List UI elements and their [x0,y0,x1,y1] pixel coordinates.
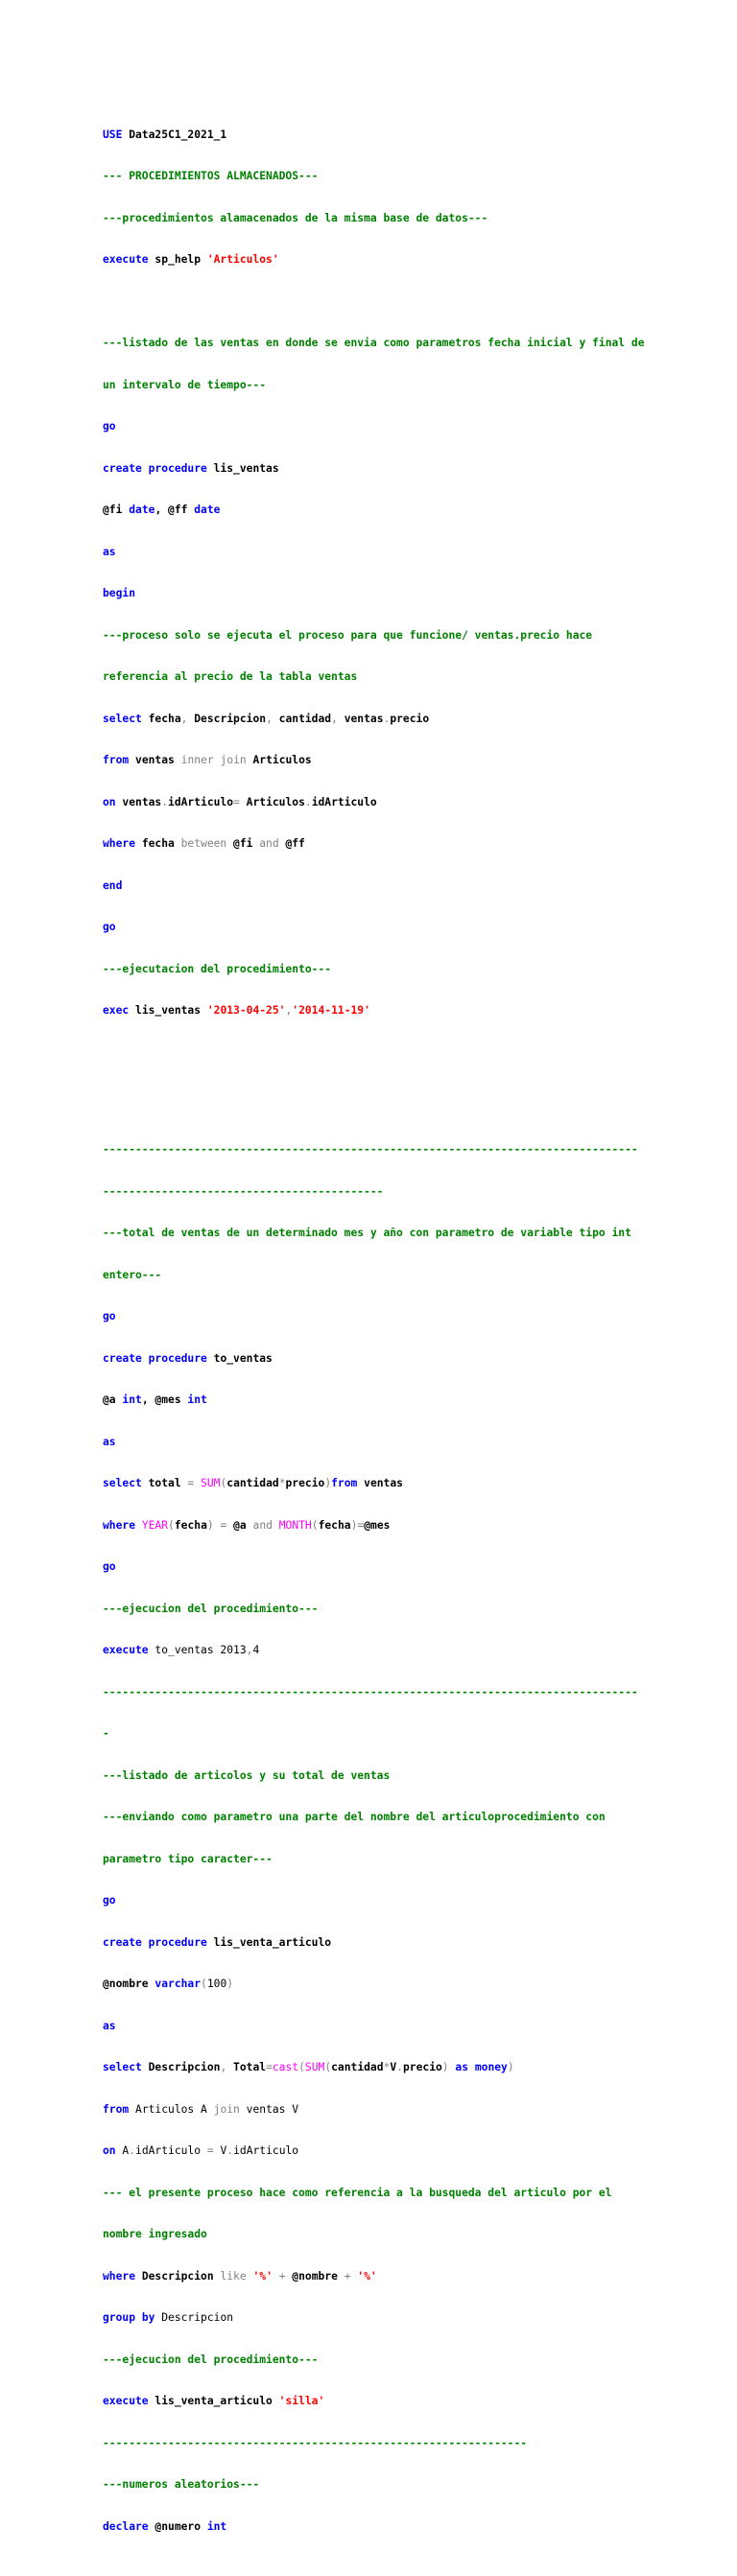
keyword-line: as [103,545,116,558]
code-line [103,2103,640,2118]
keyword: create [103,461,142,475]
code-text: sp_help [148,253,207,266]
keyword: create [103,1935,142,1949]
keyword: procedure [148,461,207,475]
keyword: from [331,1477,358,1489]
sql-code-block [103,86,645,2576]
code-text: Descripcion [141,2061,221,2073]
operator: = [187,1477,195,1489]
code-line [103,2270,640,2284]
keyword-line: begin [103,587,136,599]
code-line [103,129,640,143]
operator: ) [324,1477,332,1489]
separator-line: ---------------------------------------------------------------------------------- [103,1143,638,1156]
comment-line: ---total de ventas de un determinado mes y año con parametro de variable tipo int [103,1227,631,1239]
code-text: idArticulo [135,2144,207,2157]
separator-line: ---------------------------------------------------------------------------------- [103,1685,638,1698]
code-text: precio [390,712,430,725]
keyword: create [103,1351,142,1365]
code-line [103,796,640,810]
operator: = [220,1518,227,1532]
code-text: @numero [148,2519,207,2533]
keyword: from [103,754,130,766]
operator: = [233,795,240,808]
keyword-line: go [103,1560,116,1573]
blank-line [103,295,640,310]
code-text: Articulos [246,754,312,766]
operator: ( [220,1477,227,1489]
code-text: @fi [103,503,130,516]
operator: . [129,2144,136,2157]
operator: join [213,2102,240,2116]
operator: ( [311,1518,319,1532]
operator: ) [441,2061,449,2073]
code-line [103,2061,640,2075]
keyword-line: go [103,921,116,933]
keyword-line: as [103,2019,116,2032]
code-line [103,837,640,852]
keyword: select [103,712,142,725]
keyword: select [103,1477,142,1489]
code-line [103,253,640,268]
operator: . [383,712,391,725]
space [273,1519,279,1532]
code-text: fecha [318,1518,351,1532]
code-text: A [115,2144,130,2157]
keyword: int [122,1393,142,1406]
code-text: @nombre [103,1978,155,1990]
space [468,2061,475,2073]
operator: ( [201,1978,207,1990]
operator: ) [206,1518,214,1532]
operator: * [278,1477,286,1489]
code-line [103,1936,640,1951]
keyword: execute [103,2395,149,2407]
code-line [103,1978,640,1992]
comment-line: ---enviando como parametro una parte del nombre del articuloprocedimiento con [103,1811,606,1823]
code-text: @ff [278,837,305,850]
keyword: varchar [155,1978,202,1990]
operator: . [161,795,169,808]
code-text: lis_venta_articulo [148,2395,279,2407]
space [142,1352,149,1365]
code-text: idArticulo [311,795,377,808]
operator: between [180,837,227,850]
code-text: ventas [129,754,181,766]
keyword: execute [103,253,149,266]
blank-line [103,1046,640,1074]
code-text: precio [285,1477,325,1489]
code-text: cantidad [272,712,332,725]
comment-line: nombre ingresado [103,2228,207,2240]
keyword: on [103,795,116,808]
keyword: execute [103,1644,149,1656]
operator: = [266,2061,273,2073]
keyword: where [103,837,136,850]
string-literal: '%' [252,2269,273,2283]
operator: like [220,2269,247,2283]
code-text: idArticulo [233,2144,299,2157]
operator: and [252,1518,273,1532]
keyword-line: go [103,420,116,433]
keyword: from [103,2102,130,2116]
code-line [103,2520,640,2535]
code-text: to_ventas 2013 [148,1644,247,1656]
keyword: group [103,2311,136,2324]
keyword: on [103,2144,116,2157]
code-text: , @mes [141,1393,188,1406]
code-text: fecha [141,712,181,725]
code-text: total [141,1477,188,1489]
comment-line: un intervalo de tiempo--- [103,378,267,391]
code-text: ventas V [239,2102,299,2116]
separator-line: - [103,1727,109,1740]
comment-line: ---listado de articolos y su total de ventas [103,1768,391,1782]
operator: , [220,2061,227,2073]
string-literal: '2014-11-19' [292,1004,370,1017]
code-text: @nombre [285,2269,345,2283]
space [214,1519,221,1532]
code-text: lis_venta_articulo [206,1935,332,1949]
code-text: V [213,2144,227,2157]
function-name: SUM [201,1477,221,1489]
comment-line: ---ejecutacion del procedimiento--- [103,962,332,975]
code-line [103,1644,640,1658]
keyword: exec [103,1004,130,1017]
code-text: , @ff [155,503,195,516]
comment-line: ---numeros aleatorios--- [103,2478,260,2491]
comment-line: ---proceso solo se ejecuta el proceso para que funcione/ ventas.precio hace [103,628,593,642]
function-name: SUM [304,2061,325,2073]
space [142,462,149,475]
string-literal: 'Articulos' [206,253,279,266]
operator: . [226,2144,234,2157]
comment-line: ---ejecucion del procedimiento--- [103,2353,319,2366]
code-line [103,2311,640,2326]
comment-line: --- el presente proceso hace como referencia a la busqueda del articulo por el [103,2186,612,2199]
keyword: procedure [148,1935,207,1949]
code-text: Descripcion [187,712,267,725]
code-text: Data25C1_2021_1 [122,128,227,141]
code-line [103,713,640,727]
keyword: date [194,503,221,516]
code-text: ventas [357,1477,403,1489]
operator: , [285,1004,293,1017]
code-line [103,1477,640,1491]
comment-line: referencia al precio de la tabla ventas [103,670,358,683]
code-text: Total [226,2061,267,2073]
operator: . [304,795,312,808]
operator: ( [298,2061,305,2073]
operator: + [278,2269,286,2283]
code-text: cantidad [226,1477,279,1489]
code-text: lis_ventas [206,461,279,475]
string-literal: 'silla' [278,2395,325,2407]
keyword-line: as [103,1435,116,1448]
separator-line: ----------------------------------------------------------------- [103,2436,528,2449]
function-name: cast [272,2061,299,2073]
comment-line: parametro tipo caracter--- [103,1852,273,1865]
keyword: where [103,1518,136,1532]
code-text: @fi [226,837,260,850]
operator: , [331,712,338,725]
comment-line: entero--- [103,1268,162,1281]
code-line [103,1004,640,1019]
code-line [103,462,640,477]
string-literal: '%' [357,2269,377,2283]
string-literal: '2013-04-25' [206,1004,286,1017]
code-text: 4 [252,1644,260,1656]
keyword: declare [103,2519,149,2533]
comment-line: ---listado de las ventas en donde se envia como parametros fecha inicial y final de [103,337,645,349]
code-text: Articulos [239,795,305,808]
code-text: V [390,2061,397,2073]
operator: + [344,2269,351,2283]
keyword-line: end [103,878,123,892]
operator: . [396,2061,403,2073]
code-text: cantidad [331,2061,384,2073]
code-text: @mes [364,1518,391,1532]
operator: ) [350,1518,358,1532]
operator: and [259,837,279,850]
code-text: Descripcion [155,2311,234,2324]
code-text: idArticulo [168,795,234,808]
operator: join [220,754,247,766]
space [142,1936,149,1949]
separator-line: ------------------------------------------- [103,1184,384,1198]
code-text: precio [402,2061,442,2073]
code-text: ventas [337,712,384,725]
code-line [103,2144,640,2159]
comment-line: --- PROCEDIMIENTOS ALMACENADOS--- [103,170,319,182]
keyword: int [206,2519,227,2533]
keyword: select [103,2061,142,2073]
comment-line: ---procedimientos alamacenados de la misma base de datos--- [103,211,488,224]
function-name: YEAR [141,1518,169,1532]
comment-line: ---ejecucion del procedimiento--- [103,1602,319,1615]
keyword: as [455,2061,469,2073]
code-text: @a [103,1393,123,1406]
operator: = [357,1518,365,1532]
operator: ( [324,2061,332,2073]
operator: , [180,712,188,725]
operator: = [206,2144,214,2157]
keyword: money [474,2061,508,2073]
keyword: date [129,503,155,516]
function-name: MONTH [278,1518,312,1532]
code-text: Descripcion [135,2269,221,2283]
code-line [103,2395,640,2409]
code-line [103,1393,640,1408]
operator: , [246,1644,253,1656]
blank-line [103,1102,640,1116]
keyword-line: go [103,1894,116,1907]
operator: inner [180,754,214,766]
code-text: fecha [135,837,181,850]
keyword: by [141,2311,155,2324]
keyword: procedure [148,1351,207,1365]
code-text: ventas [115,795,162,808]
operator: , [266,712,273,725]
operator: ) [226,1978,234,1990]
operator: ( [168,1518,175,1532]
code-text: 100 [206,1978,227,1990]
code-line [103,1519,640,1534]
space [135,1519,142,1532]
keyword: int [187,1393,207,1406]
code-line [103,754,640,768]
space [135,2311,142,2324]
operator: ) [507,2061,514,2073]
code-text: @a [226,1518,253,1532]
keyword: where [103,2269,136,2283]
code-text: fecha [174,1518,207,1532]
code-text: lis_ventas [129,1004,207,1017]
keyword: USE [103,128,123,141]
code-text: to_ventas [206,1351,273,1365]
code-line [103,1352,640,1367]
code-line [103,503,640,518]
operator: * [383,2061,391,2073]
keyword-line: go [103,1310,116,1323]
space [273,2270,279,2283]
code-text: Articulos A [129,2102,214,2116]
